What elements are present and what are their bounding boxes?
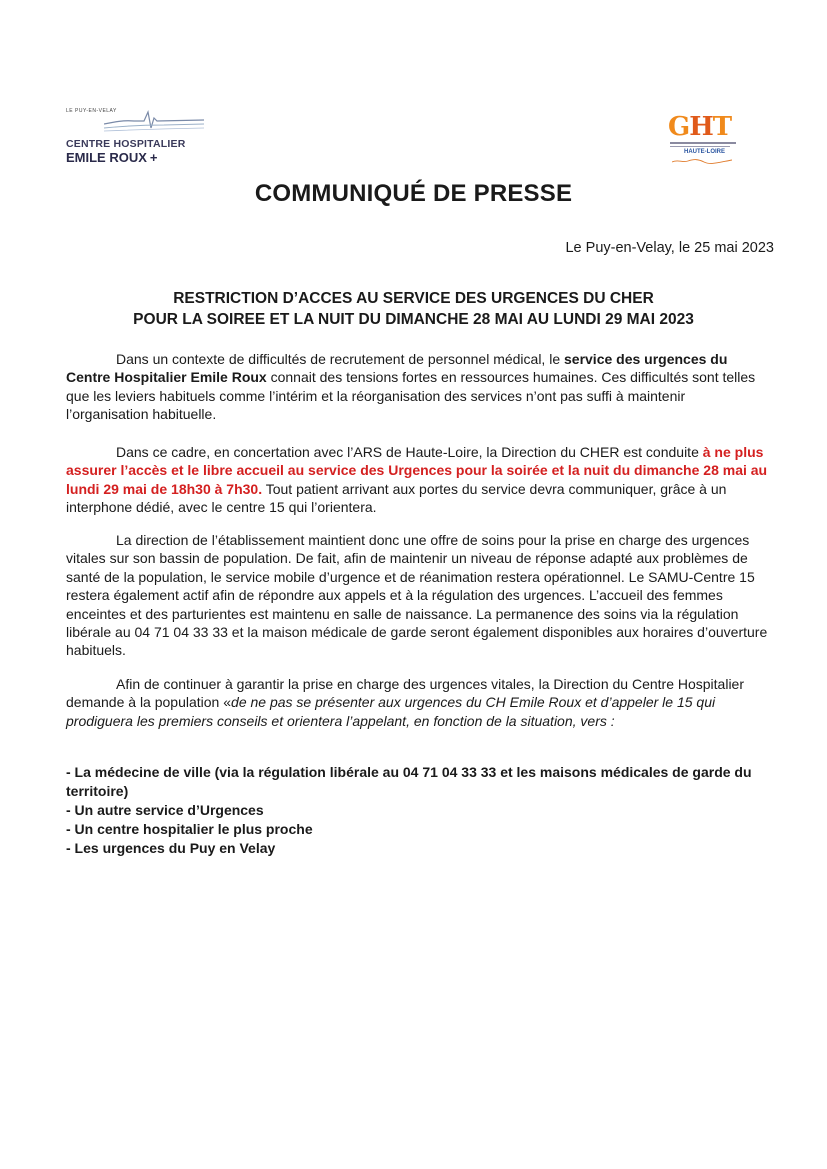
logo-ght-subtitle: HAUTE-LOIRE	[684, 149, 725, 155]
list-item: - La médecine de ville (via la régulation libérale au 04 71 04 33 33 et les maisons médicales de garde du territoire)	[66, 764, 752, 799]
logo-ght-letters: GHT	[668, 112, 732, 142]
logo-ght-haute-loire	[664, 112, 742, 170]
dateline: Le Puy-en-Velay, le 25 mai 2023	[565, 240, 774, 256]
list-item: - Un centre hospitalier le plus proche	[66, 821, 313, 837]
paragraph-1: Dans un contexte de difficultés de recrutement de personnel médical, le service des urgences du Centre Hospitalier Emile Roux connait des tensions fortes en ressources humaines. Ces difficultés sont telles que les leviers habituels comme l’intérim et la réorganisation des services n’ont pas suffi à maintenir l’organisation habituelle.	[66, 351, 756, 423]
press-heading	[60, 288, 767, 330]
logo-wave-icon	[104, 104, 204, 134]
p4-italic-quote: de ne pas se présenter aux urgences du CH Emile Roux et d’appeler le 15 qui prodiguera les premiers conseils et orientera l’appelant, en fonction de la situation, vers :	[66, 694, 716, 729]
paragraph-4: Afin de continuer à garantir la prise en charge des urgences vitales, la Direction du Centre Hospitalier demande à la population «de ne pas se présenter aux urgences du CH Emile Roux et d’appeler le 15 qui prodiguera les premiers conseils et orientera l’appelant, en fonction de la situation, vers :	[66, 676, 745, 729]
list-item: - Les urgences du Puy en Velay	[66, 840, 276, 856]
page-title: COMMUNIQUÉ DE PRESSE	[254, 180, 573, 207]
logo-ght-line-2	[670, 146, 730, 147]
press-heading-line2: POUR LA SOIREE ET LA NUIT DU DIMANCHE 28 MAI AU LUNDI 29 MAI 2023	[133, 311, 694, 328]
logo-left-line1: CENTRE HOSPITALIER	[66, 138, 186, 150]
logo-centre-hospitalier-emile-roux	[66, 104, 206, 166]
p1-bold-service: service des urgences du Centre Hospitalier Emile Roux	[66, 351, 728, 386]
logo-left-line2: EMILE ROUX +	[66, 150, 158, 165]
logo-left-small-text: LE PUY-EN-VELAY	[66, 108, 117, 114]
list-item: - Un autre service d’Urgences	[66, 802, 264, 818]
press-heading-line1: RESTRICTION D’ACCES AU SERVICE DES URGENCES DU CHER	[173, 290, 654, 307]
p2-red-restriction: à ne plus assurer l’accès et le libre accueil au service des Urgences pour la soirée et la nuit du dimanche 28 mai au lundi 29 mai de 18h30 à 7h30.	[66, 444, 768, 497]
logo-plus-icon: +	[149, 150, 158, 165]
paragraph-3: La direction de l’établissement maintient donc une offre de soins pour la prise en charge des urgences vitales sur son bassin de population. De fait, afin de maintenir un niveau de réponse adapté aux problèmes de santé de la population, le service mobile d’urgence et de réanimation restera opérationnel. Le SAMU-Centre 15 restera également actif afin de répondre aux appels et à la régulation des urgences. L’accueil des femmes enceintes et des parturientes est maintenu en salle de naissance. La permanence des soins via la régulation libérale au 04 71 04 33 33 et la maison médicale de garde seront également disponibles aux horaires d’ouverture habituels.	[66, 532, 768, 659]
paragraph-2: Dans ce cadre, en concertation avec l’ARS de Haute-Loire, la Direction du CHER est conduite à ne plus assurer l’accès et le libre accueil au service des Urgences pour la soirée et la nuit du dimanche 28 mai au lundi 29 mai de 18h30 à 7h30. Tout patient arrivant aux portes du service devra communiquer, grâce à un interphone dédié, avec le centre 15 qui l’orientera.	[66, 444, 768, 516]
logo-ght-line	[670, 142, 736, 144]
orientation-list	[66, 763, 776, 858]
logo-ght-signature-icon	[672, 158, 732, 164]
